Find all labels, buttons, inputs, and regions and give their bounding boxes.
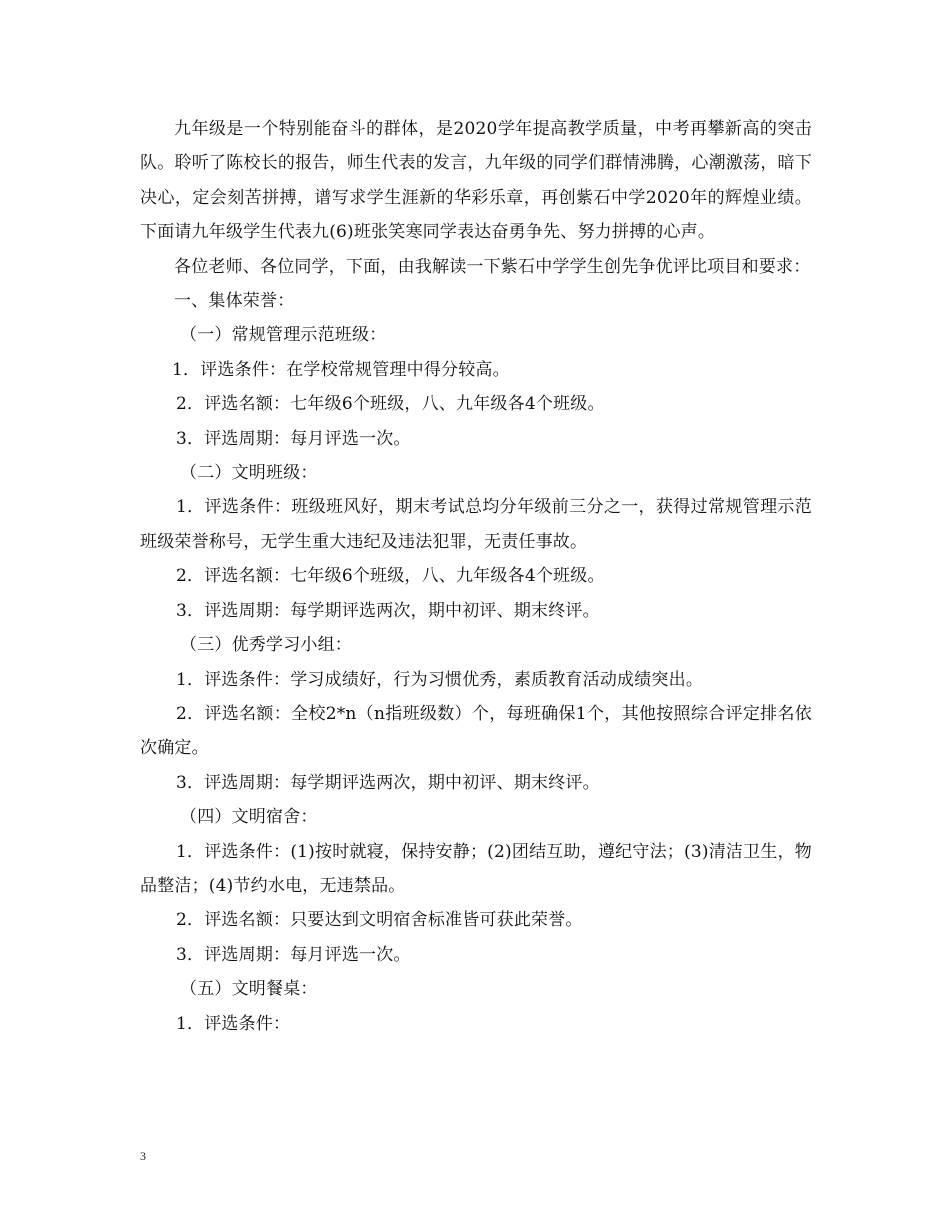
subheading-civilized-class: （二）文明班级： <box>180 463 318 484</box>
document-body <box>140 112 812 1041</box>
list-item: 1．评选条件： <box>176 1013 291 1034</box>
paragraph-grade9-intro: 九年级是一个特别能奋斗的群体，是2020学年提高教学质量，中考再攀新高的突击队。聆听了陈校长的报告，师生代表的发言，九年级的同学们群情沸腾，心潮激荡，暗下决心，定会刻苦拼搏，谱写求学生涯新的华彩乐章，再创紫石中学2020年的辉煌业绩。下面请九年级学生代表九(6)班张笑寒同学表达奋勇争先、努力拼搏的心声。 <box>140 119 812 243</box>
subheading-routine-model-class: （一）常规管理示范班级： <box>180 325 387 346</box>
list-item: 2．评选名额：只要达到文明宿舍标准皆可获此荣誉。 <box>176 910 583 931</box>
subheading-civilized-dining-table: （五）文明餐桌： <box>180 979 318 1000</box>
list-item: 1．评选条件：在学校常规管理中得分较高。 <box>172 359 510 380</box>
section-heading-collective-honor: 一、集体荣誉： <box>174 291 295 312</box>
list-item: 2．评选名额：全校2*n（n指班级数）个，每班确保1个，其他按照综合评定排名依次确定。 <box>140 703 812 759</box>
list-item: 3．评选周期：每月评选一次。 <box>176 428 411 449</box>
list-item: 3．评选周期：每学期评选两次，期中初评、期末终评。 <box>176 772 600 793</box>
list-item: 3．评选周期：每月评选一次。 <box>176 944 411 965</box>
page-number: 3 <box>140 1149 146 1163</box>
list-item: 1．评选条件：学习成绩好，行为习惯优秀，素质教育活动成绩突出。 <box>176 669 704 690</box>
list-item: 2．评选名额：七年级6个班级，八、九年级各4个班级。 <box>176 566 605 587</box>
paragraph-explanation-intro: 各位老师、各位同学，下面，由我解读一下紫石中学学生创先争优评比项目和要求： <box>174 256 811 277</box>
list-item: 1．评选条件：(1)按时就寝，保持安静；(2)团结互助，遵纪守法；(3)清洁卫生，物品整洁；(4)节约水电，无违禁品。 <box>140 841 812 896</box>
subheading-study-group: （三）优秀学习小组： <box>180 635 352 656</box>
list-item: 2．评选名额：七年级6个班级，八、九年级各4个班级。 <box>176 394 605 415</box>
subheading-civilized-dorm: （四）文明宿舍： <box>180 807 318 828</box>
list-item: 1．评选条件：班级班风好，期末考试总均分年级前三分之一，获得过常规管理示范班级荣誉称号，无学生重大违纪及违法犯罪，无责任事故。 <box>140 497 812 552</box>
list-item: 3．评选周期：每学期评选两次，期中初评、期末终评。 <box>176 600 600 621</box>
